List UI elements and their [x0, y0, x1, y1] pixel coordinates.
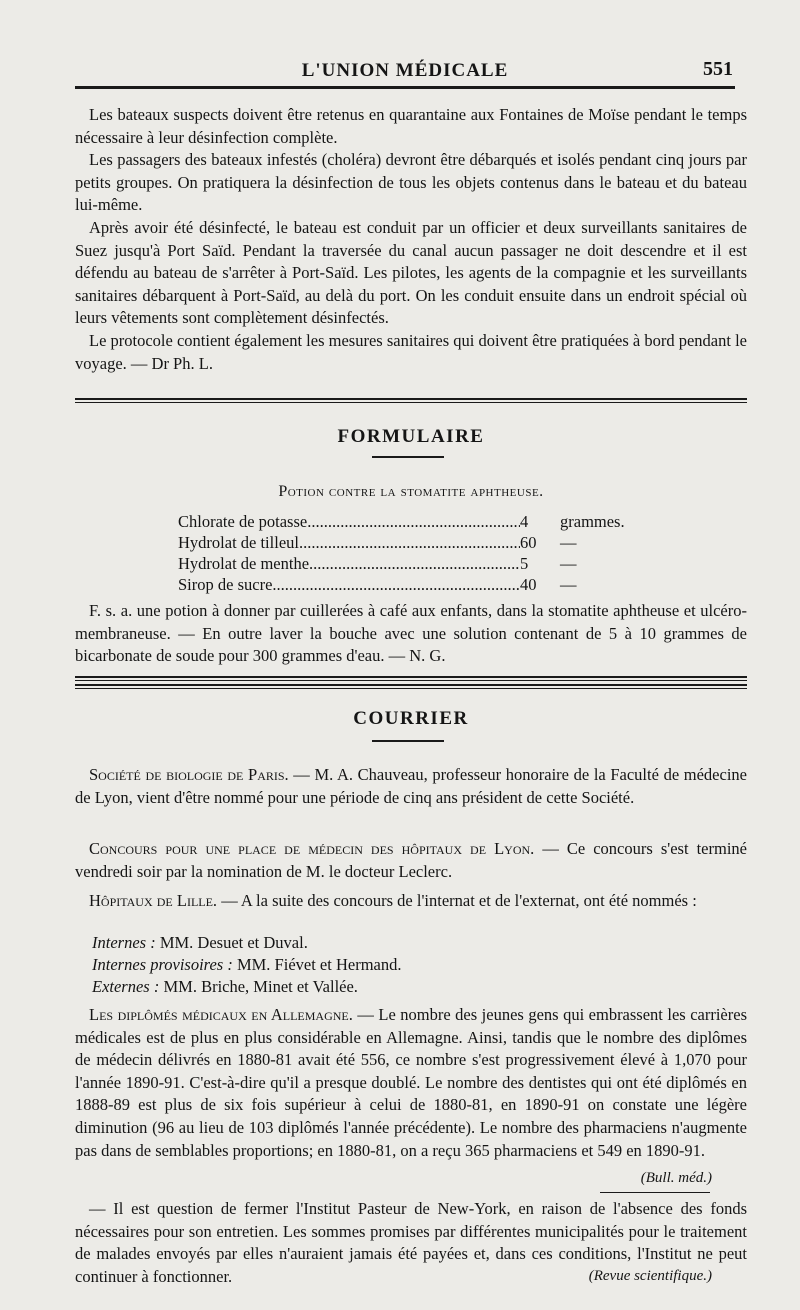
ingredient-row — [178, 553, 638, 574]
section-divider — [75, 398, 747, 403]
paragraph: Les passagers des bateaux infestés (choléra) devront être débarqués et isolés pendant cinq jours par petits groupes. On pratiquera la désinfection de tous les objets contenus dans le bateau et du bateau lui-même. — [75, 150, 747, 215]
leader-dots — [309, 553, 520, 574]
ingredient-name: Hydrolat de tilleul — [178, 533, 299, 552]
leader-dots — [299, 532, 520, 553]
leader-dots — [307, 511, 520, 532]
section-divider — [75, 676, 747, 681]
ingredient-unit: grammes. — [560, 512, 625, 531]
ingredient-name: Hydrolat de menthe — [178, 554, 310, 573]
item-label: Hôpitaux de Lille. — [89, 891, 218, 910]
nomination-row — [92, 954, 401, 976]
courrier-item — [75, 890, 747, 913]
ingredient-row — [178, 574, 638, 595]
nomination-row — [92, 932, 401, 954]
nomination-role: Internes provisoires : — [92, 955, 233, 974]
quarantine-article — [75, 104, 747, 375]
source-citation: (Revue scientifique.) — [588, 1268, 712, 1284]
item-label: Société de biologie de Paris. — [89, 765, 289, 784]
nomination-role: Internes : — [92, 933, 156, 952]
courrier-item — [75, 838, 747, 883]
ingredient-name: Chlorate de potasse — [178, 512, 308, 531]
item-text: — Le nombre des jeunes gens qui embrassent les carrières médicales est de plus en plus considérable en Allemagne. Ainsi, tandis que le nombre des diplômes de médecin délivrés en 1880-81 avait été 556, ce nombre s'est progressivement élevé à 1,070 pour l'année 1890-91. C'est-à-dire qu'il a presque doublé. Le nombre des dentistes qui ont été diplômés en 1888-89 est plus de six fois supérieur à celui de 1880-81, en 1890-91 on constate une légère diminution (96 au lieu de 103 diplômés l'année précédente). Le nombre des pharmaciens n'augmente pas dans de semblables proportions; en 1880-81, on a reçu 365 pharmaciens et 549 en 1890-91. — [75, 1005, 747, 1160]
heading-rule — [372, 456, 444, 458]
ingredient-unit: — — [560, 575, 577, 594]
courrier-item — [75, 764, 747, 809]
section-divider — [75, 684, 747, 689]
item-text: — Ce concours s'est terminé vendredi soir par la nomination de M. le docteur Leclerc. — [75, 839, 747, 881]
ingredient-row — [178, 511, 638, 532]
ingredient-name: Sirop de sucre — [178, 575, 273, 594]
ingredient-unit: — — [560, 533, 577, 552]
item-text: — A la suite des concours de l'internat et de l'externat, ont été nommés : — [217, 891, 697, 910]
journal-title: L'UNION MÉDICALE — [301, 60, 509, 81]
recipe-title: Potion contre la stomatite aphtheuse. — [278, 483, 544, 500]
courrier-heading: COURRIER — [353, 708, 469, 729]
ingredient-unit: — — [560, 554, 577, 573]
nominations-list — [92, 932, 401, 998]
item-label: Concours pour une place de médecin des hôpitaux de Lyon. — [89, 839, 535, 858]
source-citation: (Bull. méd.) — [640, 1170, 712, 1186]
heading-rule — [372, 740, 444, 742]
page-number: 551 — [703, 58, 733, 80]
nomination-names: MM. Briche, Minet et Vallée. — [163, 977, 358, 996]
item-label: Les diplômés médicaux en Allemagne. — [89, 1005, 353, 1024]
ingredient-qty: 60 — [520, 533, 537, 552]
paragraph: F. s. a. une potion à donner par cuillerées à café aux enfants, dans la stomatite aphtheuse et ulcéro-membraneuse. — En outre laver la bouche avec une solution contenant de 5 à 10 grammes de bicarbonate de soude pour 300 grammes d'eau. — N. G. — [75, 601, 747, 666]
ingredient-qty: 40 — [520, 575, 537, 594]
ingredient-qty: 5 — [520, 554, 529, 573]
ingredient-list — [178, 511, 638, 595]
formulaire-heading: FORMULAIRE — [337, 426, 485, 447]
short-rule — [600, 1192, 710, 1193]
ingredient-qty: 4 — [520, 512, 529, 531]
nomination-row — [92, 976, 401, 998]
nomination-role: Externes : — [92, 977, 160, 996]
nomination-names: MM. Desuet et Duval. — [159, 933, 308, 952]
paragraph: Après avoir été désinfecté, le bateau est conduit par un officier et deux surveillants sanitaires de Suez jusqu'à Port Saïd. Pendant la traversée du canal aucun passager ne doit descendre et il est défendu au bateau de s'arrêter à Port-Saïd. Les pilotes, les agents de la compagnie et les surveillants sanitaires débarquent à Port-Saïd, au delà du port. On les conduit ensuite dans un endroit spécial où leurs vêtements sont complètement désinfectés. — [75, 217, 747, 328]
nomination-names: MM. Fiévet et Hermand. — [236, 955, 402, 974]
paragraph: Le protocole contient également les mesures sanitaires qui doivent être pratiquées à bord pendant le voyage. — Dr Ph. L. — [75, 330, 747, 373]
ingredient-row — [178, 532, 638, 553]
courrier-item — [75, 1004, 747, 1162]
leader-dots — [272, 574, 520, 595]
item-text: — Il est question de fermer l'Institut Pasteur de New-York, en raison de l'absence des fonds nécessaires pour son entretien. Les sommes promises par différentes municipalités pour le traitement de malades envoyés par elles n'auraient jamais été payées et, dans ces conditions, l'Institut ne peut continuer à fonctionner. — [75, 1199, 747, 1286]
running-header — [75, 56, 735, 89]
recipe-instructions — [75, 600, 747, 668]
paragraph: Les bateaux suspects doivent être retenus en quarantaine aux Fontaines de Moïse pendant le temps nécessaire à leur désinfection complète. — [75, 105, 747, 147]
item-text: — M. A. Chauveau, professeur honoraire de la Faculté de médecine de Lyon, vient d'être nommé pour une période de cinq ans président de cette Société. — [75, 765, 747, 807]
